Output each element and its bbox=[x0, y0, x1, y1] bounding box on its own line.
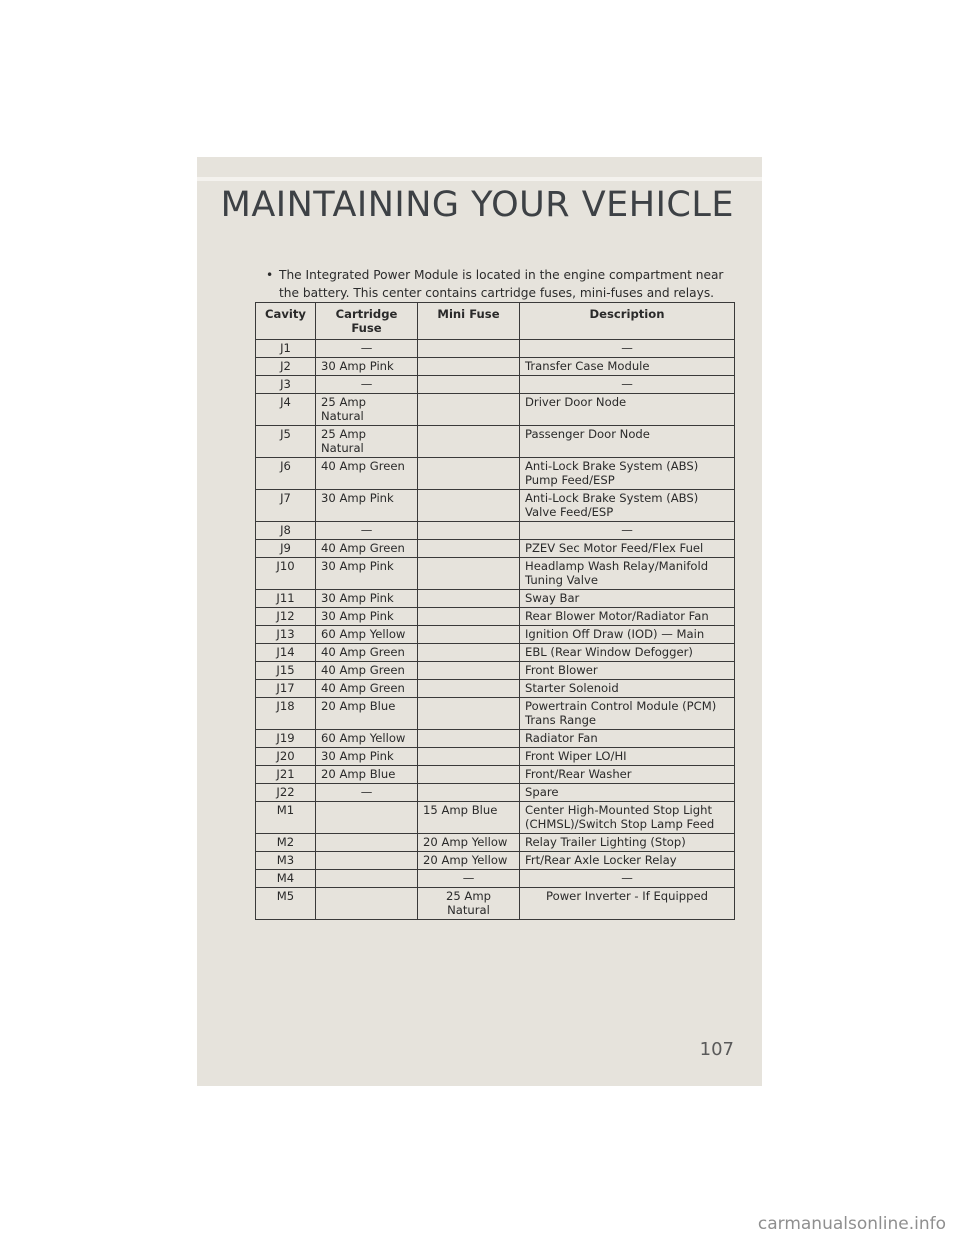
cartridge-cell: 40 Amp Green bbox=[316, 662, 418, 680]
table-row bbox=[256, 802, 735, 834]
cartridge-cell: 30 Amp Pink bbox=[316, 490, 418, 522]
description-cell: Spare bbox=[520, 784, 735, 802]
mini-fuse-cell bbox=[418, 680, 520, 698]
cartridge-cell: — bbox=[316, 784, 418, 802]
cartridge-cell: 25 Amp Natural bbox=[316, 394, 418, 426]
cartridge-cell: 20 Amp Blue bbox=[316, 698, 418, 730]
mini-fuse-cell: 20 Amp Yellow bbox=[418, 834, 520, 852]
cavity-cell: J8 bbox=[256, 522, 316, 540]
cavity-cell: J4 bbox=[256, 394, 316, 426]
cartridge-cell: 40 Amp Green bbox=[316, 540, 418, 558]
mini-fuse-cell: 25 Amp Natural bbox=[418, 888, 520, 920]
cartridge-cell bbox=[316, 834, 418, 852]
cartridge-cell: — bbox=[316, 340, 418, 358]
cartridge-cell bbox=[316, 870, 418, 888]
mini-fuse-cell bbox=[418, 340, 520, 358]
mini-fuse-cell bbox=[418, 608, 520, 626]
cartridge-cell: 30 Amp Pink bbox=[316, 558, 418, 590]
mini-fuse-cell bbox=[418, 644, 520, 662]
description-cell: — bbox=[520, 870, 735, 888]
section-title: MAINTAINING YOUR VEHICLE bbox=[220, 185, 734, 225]
cartridge-cell: — bbox=[316, 376, 418, 394]
cavity-cell: J2 bbox=[256, 358, 316, 376]
cavity-cell: J6 bbox=[256, 458, 316, 490]
description-cell: — bbox=[520, 340, 735, 358]
cavity-cell: J13 bbox=[256, 626, 316, 644]
cavity-cell: J7 bbox=[256, 490, 316, 522]
description-cell: — bbox=[520, 522, 735, 540]
mini-fuse-cell bbox=[418, 626, 520, 644]
cartridge-cell bbox=[316, 802, 418, 834]
table-row bbox=[256, 626, 735, 644]
mini-fuse-cell bbox=[418, 698, 520, 730]
table-row bbox=[256, 458, 735, 490]
mini-fuse-cell: 15 Amp Blue bbox=[418, 802, 520, 834]
cartridge-cell: 40 Amp Green bbox=[316, 644, 418, 662]
table-row bbox=[256, 852, 735, 870]
table-row bbox=[256, 590, 735, 608]
cavity-cell: J1 bbox=[256, 340, 316, 358]
cavity-cell: J11 bbox=[256, 590, 316, 608]
table-row bbox=[256, 870, 735, 888]
intro-text: The Integrated Power Module is located in the engine compartment near the battery. This center contains cartridge fuses, mini-fuses and relays. bbox=[279, 268, 724, 300]
description-cell: Passenger Door Node bbox=[520, 426, 735, 458]
cavity-cell: J3 bbox=[256, 376, 316, 394]
description-cell: Front/Rear Washer bbox=[520, 766, 735, 784]
description-cell: PZEV Sec Motor Feed/Flex Fuel bbox=[520, 540, 735, 558]
cartridge-cell: — bbox=[316, 522, 418, 540]
mini-fuse-cell bbox=[418, 426, 520, 458]
cavity-cell: J20 bbox=[256, 748, 316, 766]
table-row bbox=[256, 608, 735, 626]
table-row bbox=[256, 358, 735, 376]
cavity-cell: J10 bbox=[256, 558, 316, 590]
cavity-cell: J18 bbox=[256, 698, 316, 730]
table-header-row bbox=[256, 303, 735, 340]
table-row bbox=[256, 426, 735, 458]
table-row bbox=[256, 748, 735, 766]
mini-fuse-cell bbox=[418, 730, 520, 748]
cartridge-cell: 40 Amp Green bbox=[316, 680, 418, 698]
table-row bbox=[256, 540, 735, 558]
cavity-cell: J19 bbox=[256, 730, 316, 748]
cavity-cell: J22 bbox=[256, 784, 316, 802]
cavity-cell: J15 bbox=[256, 662, 316, 680]
cartridge-cell: 40 Amp Green bbox=[316, 458, 418, 490]
cavity-cell: M1 bbox=[256, 802, 316, 834]
cavity-cell: J21 bbox=[256, 766, 316, 784]
cartridge-cell: 30 Amp Pink bbox=[316, 358, 418, 376]
cartridge-cell: 60 Amp Yellow bbox=[316, 626, 418, 644]
cavity-cell: M5 bbox=[256, 888, 316, 920]
header-description: Description bbox=[520, 303, 735, 340]
table-row bbox=[256, 680, 735, 698]
table-row bbox=[256, 834, 735, 852]
table-row bbox=[256, 376, 735, 394]
description-cell: Powertrain Control Module (PCM) Trans Range bbox=[520, 698, 735, 730]
fuse-table bbox=[255, 302, 735, 920]
bullet-icon: • bbox=[266, 268, 274, 282]
description-cell: Anti-Lock Brake System (ABS) Valve Feed/ESP bbox=[520, 490, 735, 522]
cartridge-cell bbox=[316, 888, 418, 920]
table-row bbox=[256, 730, 735, 748]
table-row bbox=[256, 662, 735, 680]
description-cell: Anti-Lock Brake System (ABS) Pump Feed/ESP bbox=[520, 458, 735, 490]
mini-fuse-cell bbox=[418, 376, 520, 394]
cavity-cell: J5 bbox=[256, 426, 316, 458]
mini-fuse-cell bbox=[418, 522, 520, 540]
description-cell: — bbox=[520, 376, 735, 394]
cartridge-cell: 30 Amp Pink bbox=[316, 608, 418, 626]
description-cell: Radiator Fan bbox=[520, 730, 735, 748]
table-row bbox=[256, 340, 735, 358]
manual-page bbox=[197, 157, 762, 1086]
description-cell: Front Blower bbox=[520, 662, 735, 680]
watermark-text: carmanualsonline.info bbox=[757, 1214, 946, 1234]
table-row bbox=[256, 490, 735, 522]
description-cell: EBL (Rear Window Defogger) bbox=[520, 644, 735, 662]
cavity-cell: M2 bbox=[256, 834, 316, 852]
table-row bbox=[256, 394, 735, 426]
cavity-cell: J9 bbox=[256, 540, 316, 558]
mini-fuse-cell bbox=[418, 458, 520, 490]
description-cell: Sway Bar bbox=[520, 590, 735, 608]
description-cell: Front Wiper LO/HI bbox=[520, 748, 735, 766]
table-row bbox=[256, 644, 735, 662]
cartridge-cell: 30 Amp Pink bbox=[316, 748, 418, 766]
mini-fuse-cell bbox=[418, 662, 520, 680]
header-rule bbox=[197, 177, 762, 181]
table-row bbox=[256, 558, 735, 590]
header-mini-fuse: Mini Fuse bbox=[418, 303, 520, 340]
description-cell: Transfer Case Module bbox=[520, 358, 735, 376]
mini-fuse-cell bbox=[418, 558, 520, 590]
mini-fuse-cell bbox=[418, 394, 520, 426]
mini-fuse-cell: 20 Amp Yellow bbox=[418, 852, 520, 870]
table-row bbox=[256, 522, 735, 540]
description-cell: Center High-Mounted Stop Light (CHMSL)/Switch Stop Lamp Feed bbox=[520, 802, 735, 834]
mini-fuse-cell bbox=[418, 358, 520, 376]
cavity-cell: J17 bbox=[256, 680, 316, 698]
cartridge-cell: 20 Amp Blue bbox=[316, 766, 418, 784]
cartridge-cell: 25 Amp Natural bbox=[316, 426, 418, 458]
cavity-cell: M4 bbox=[256, 870, 316, 888]
header-cartridge-fuse: Cartridge Fuse bbox=[316, 303, 418, 340]
cartridge-cell bbox=[316, 852, 418, 870]
cavity-cell: M3 bbox=[256, 852, 316, 870]
table-row bbox=[256, 784, 735, 802]
description-cell: Starter Solenoid bbox=[520, 680, 735, 698]
mini-fuse-cell bbox=[418, 784, 520, 802]
intro-bullet-item bbox=[266, 266, 736, 302]
cartridge-cell: 30 Amp Pink bbox=[316, 590, 418, 608]
mini-fuse-cell bbox=[418, 766, 520, 784]
description-cell: Frt/Rear Axle Locker Relay bbox=[520, 852, 735, 870]
cavity-cell: J12 bbox=[256, 608, 316, 626]
description-cell: Driver Door Node bbox=[520, 394, 735, 426]
table-row bbox=[256, 698, 735, 730]
table-row bbox=[256, 888, 735, 920]
cartridge-cell: 60 Amp Yellow bbox=[316, 730, 418, 748]
mini-fuse-cell bbox=[418, 748, 520, 766]
description-cell: Ignition Off Draw (IOD) — Main bbox=[520, 626, 735, 644]
mini-fuse-cell bbox=[418, 490, 520, 522]
mini-fuse-cell bbox=[418, 590, 520, 608]
page-number: 107 bbox=[699, 1039, 734, 1060]
description-cell: Power Inverter - If Equipped bbox=[520, 888, 735, 920]
mini-fuse-cell: — bbox=[418, 870, 520, 888]
cavity-cell: J14 bbox=[256, 644, 316, 662]
header-cavity: Cavity bbox=[256, 303, 316, 340]
mini-fuse-cell bbox=[418, 540, 520, 558]
description-cell: Relay Trailer Lighting (Stop) bbox=[520, 834, 735, 852]
table-row bbox=[256, 766, 735, 784]
description-cell: Rear Blower Motor/Radiator Fan bbox=[520, 608, 735, 626]
description-cell: Headlamp Wash Relay/Manifold Tuning Valve bbox=[520, 558, 735, 590]
